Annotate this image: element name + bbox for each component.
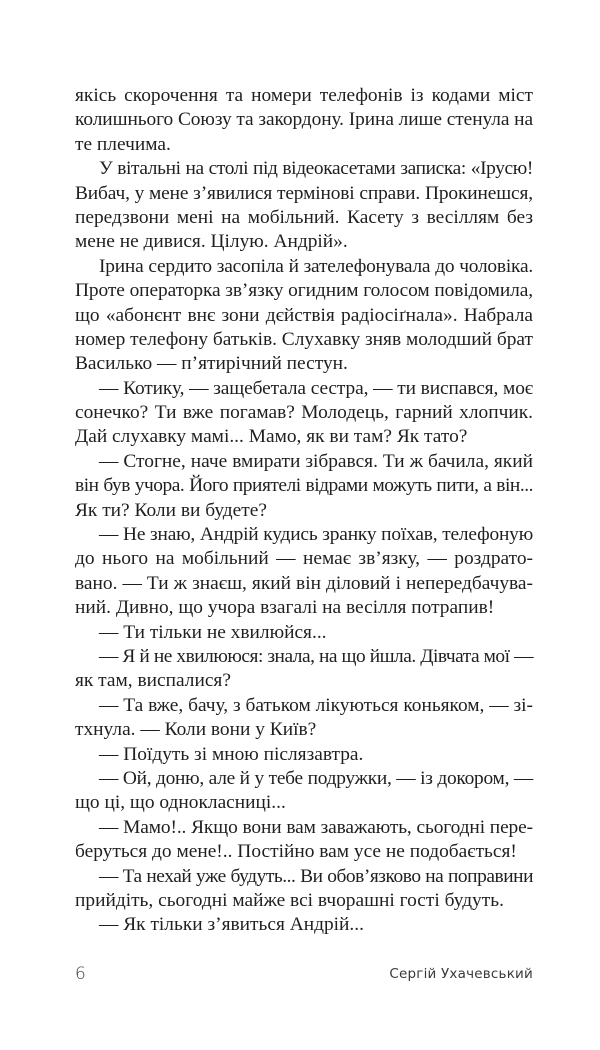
text-line: до нього на мобільний — немає зв’язку, — роздрато-	[75, 548, 533, 570]
text-line: — Поїдуть зі мною післязавтра.	[99, 743, 364, 765]
running-footer-author: Сергій Ухачевський	[389, 966, 533, 982]
text-line: Як ти? Коли ви будете?	[75, 499, 267, 521]
book-page-body	[75, 84, 533, 938]
text-line: прийдіть, сьогодні майже всі вчорашні гості будуть.	[75, 889, 504, 911]
text-line: вано. — Ти ж знаєш, який він діловий і непередбачува-	[75, 572, 533, 594]
text-line: — Стогне, наче вмирати зібрався. Ти ж бачила, який	[99, 450, 533, 472]
text-line: як там, виспалися?	[75, 670, 231, 692]
text-line: — Не знаю, Андрій кудись зранку поїхав, телефоную	[99, 524, 533, 546]
text-line: що «абонєнт внє зони дєйствія радіосіґнала». Набрала	[75, 304, 533, 326]
text-line: він був учора. Його приятелі відрами можуть пити, а він...	[75, 475, 533, 497]
text-line: беруться до мене!.. Постійно вам усе не подобається!	[75, 841, 517, 863]
text-line: ний. Дивно, що учора взагалі на весілля потрапив!	[75, 597, 495, 619]
text-line: мене не дивися. Цілую. Андрій».	[75, 231, 348, 253]
text-line: те плечима.	[75, 133, 171, 155]
text-line: тхнула. — Коли вони у Київ?	[75, 719, 317, 741]
text-line: — Мамо!.. Якщо вони вам заважають, сьогодні пере-	[99, 816, 533, 838]
text-line: номер телефону батьків. Слухавку зняв молодший брат	[75, 328, 533, 350]
text-line: передзвони мені на мобільний. Касету з весіллям без	[75, 206, 533, 228]
text-line: що ці, що однокласниці...	[75, 792, 286, 814]
text-line: У вітальні на столі під відеокасетами записка: «Ірусю!	[99, 158, 533, 180]
text-line: — Та нехай уже будуть... Ви обов’язково на поправини	[99, 865, 533, 887]
text-line: — Та вже, бачу, з батьком лікуються коньяком, — зі-	[99, 694, 533, 716]
text-line: Проте операторка зв’язку огидним голосом повідомила,	[75, 280, 533, 302]
text-line: Вибач, у мене з’явилися термінові справи. Прокинешся,	[75, 182, 533, 204]
text-line: — Як тільки з’явиться Андрій...	[99, 914, 364, 936]
text-line: колишнього Союзу та закордону. Ірина лише стенула на	[75, 109, 533, 131]
text-line: — Котику, — защебетала сестра, — ти виспався, моє	[99, 377, 533, 399]
text-line: сонечко? Ти вже погамав? Молодець, гарний хлопчик.	[75, 402, 533, 424]
text-line: Ірина сердито засопіла й зателефонувала до чоловіка.	[99, 255, 533, 277]
text-line: — Я й не хвилююся: знала, на що йшла. Дівчата мої —	[99, 645, 533, 667]
text-line: — Ти тільки не хвилюйся...	[99, 621, 327, 643]
text-line: Василько — п’ятирічний пестун.	[75, 353, 348, 375]
page-number: 6	[75, 964, 86, 984]
text-line: якісь скорочення та номери телефонів із кодами міст	[75, 85, 533, 106]
text-line: Дай слухавку мамі... Мамо, як ви там? Як тато?	[75, 426, 468, 448]
text-line: — Ой, доню, але й у тебе подружки, — із докором, —	[99, 767, 533, 789]
